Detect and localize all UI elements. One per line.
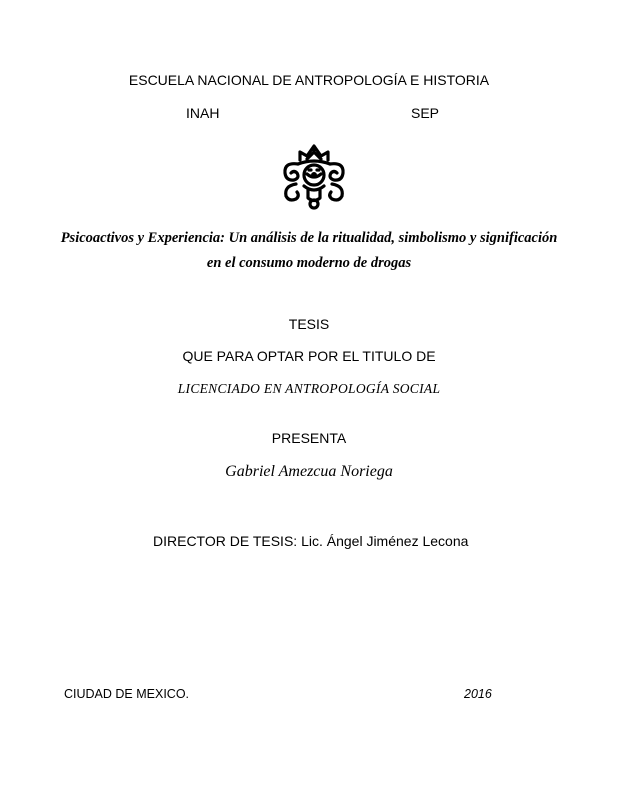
year-label: 2016 (464, 687, 492, 701)
thesis-director: DIRECTOR DE TESIS: Lic. Ángel Jiménez Lecona (153, 533, 469, 549)
thesis-title-line-2: en el consumo moderno de drogas (206, 255, 412, 271)
city-label: CIUDAD DE MEXICO. (64, 687, 190, 701)
author-name: Gabriel Amezcua Noriega (225, 463, 393, 480)
document-type: TESIS (288, 316, 330, 332)
degree-name: LICENCIADO EN ANTROPOLOGÍA SOCIAL (177, 381, 441, 396)
thesis-title-line-1: Psicoactivos y Experiencia: Un análisis de la ritualidad, simbolismo y significación (60, 230, 558, 246)
sep-label: SEP (411, 105, 440, 121)
inah-label: INAH (186, 105, 220, 121)
institution-name: ESCUELA NACIONAL DE ANTROPOLOGÍA E HISTORIA (128, 72, 490, 88)
degree-purpose: QUE PARA OPTAR POR EL TITULO DE (182, 348, 436, 364)
aztec-glyph-emblem-icon (276, 140, 352, 212)
presents-label: PRESENTA (271, 430, 347, 446)
